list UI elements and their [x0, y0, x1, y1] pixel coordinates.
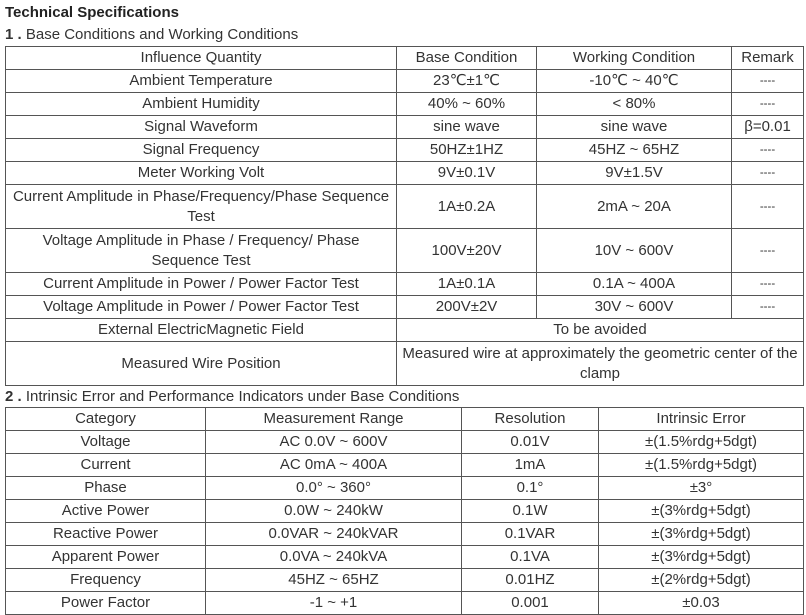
table-cell: Voltage — [6, 431, 206, 454]
table-cell: External ElectricMagnetic Field — [6, 319, 397, 342]
table-cell: ---- — [732, 139, 804, 162]
table-cell: AC 0.0V ~ 600V — [206, 431, 462, 454]
table-cell: -1 ~ +1 — [206, 592, 462, 615]
table-cell: Current — [6, 454, 206, 477]
table-row — [6, 229, 804, 273]
table-cell: Ambient Humidity — [6, 93, 397, 116]
table-cell: β=0.01 — [732, 116, 804, 139]
table-cell: 0.0VAR ~ 240kVAR — [206, 523, 462, 546]
table-cell: 0.0W ~ 240kW — [206, 500, 462, 523]
table-row — [6, 70, 804, 93]
table-row — [6, 569, 804, 592]
table-row — [6, 116, 804, 139]
table-cell: 40% ~ 60% — [397, 93, 537, 116]
table-cell: Signal Waveform — [6, 116, 397, 139]
table-cell: Power Factor — [6, 592, 206, 615]
table-row — [6, 477, 804, 500]
table-cell: ±(1.5%rdg+5dgt) — [599, 454, 804, 477]
table-cell: 45HZ ~ 65HZ — [537, 139, 732, 162]
table-cell: Voltage Amplitude in Power / Power Factor Test — [6, 296, 397, 319]
header-cell: Measurement Range — [206, 408, 462, 431]
table-cell: 30V ~ 600V — [537, 296, 732, 319]
section-2-number: 2 . — [5, 388, 22, 405]
table-row — [6, 139, 804, 162]
table-row — [6, 342, 804, 386]
table-cell: ±0.03 — [599, 592, 804, 615]
header-cell: Intrinsic Error — [599, 408, 804, 431]
table-row — [6, 500, 804, 523]
table-cell: Current Amplitude in Power / Power Factor Test — [6, 273, 397, 296]
table-cell: Signal Frequency — [6, 139, 397, 162]
table-cell: 0.1VAR — [462, 523, 599, 546]
table-cell: 0.1° — [462, 477, 599, 500]
table-row — [6, 546, 804, 569]
section-2-title: Intrinsic Error and Performance Indicators under Base Conditions — [25, 388, 460, 405]
section-2-heading — [5, 388, 459, 406]
table-cell: ---- — [732, 229, 804, 273]
table-row — [6, 523, 804, 546]
table-cell: Current Amplitude in Phase/Frequency/Phase Sequence Test — [6, 185, 397, 229]
table-cell: 45HZ ~ 65HZ — [206, 569, 462, 592]
table-cell: ---- — [732, 93, 804, 116]
table-cell: 0.0° ~ 360° — [206, 477, 462, 500]
header-cell: Working Condition — [537, 47, 732, 70]
table-cell: ---- — [732, 162, 804, 185]
table-cell: 9V±0.1V — [397, 162, 537, 185]
table-cell: ±(3%rdg+5dgt) — [599, 500, 804, 523]
table-cell: Measured wire at approximately the geometric center of the clamp — [397, 342, 804, 386]
table-cell: 9V±1.5V — [537, 162, 732, 185]
base-conditions-table — [5, 46, 804, 386]
table-cell: Phase — [6, 477, 206, 500]
table-cell: Measured Wire Position — [6, 342, 397, 386]
table-row — [6, 319, 804, 342]
section-1-heading — [5, 26, 298, 44]
table-row — [6, 431, 804, 454]
table-cell: 100V±20V — [397, 229, 537, 273]
table-cell: ---- — [732, 296, 804, 319]
table-cell: sine wave — [537, 116, 732, 139]
table-cell: 0.1W — [462, 500, 599, 523]
header-cell: Base Condition — [397, 47, 537, 70]
table-cell: Reactive Power — [6, 523, 206, 546]
table-cell: 2mA ~ 20A — [537, 185, 732, 229]
header-cell: Influence Quantity — [6, 47, 397, 70]
table-cell: 1A±0.2A — [397, 185, 537, 229]
table-cell: 1mA — [462, 454, 599, 477]
table-header-row — [6, 47, 804, 70]
table-cell: ±(2%rdg+5dgt) — [599, 569, 804, 592]
table-cell: ±(3%rdg+5dgt) — [599, 546, 804, 569]
table-cell: ---- — [732, 273, 804, 296]
table-cell: 0.1VA — [462, 546, 599, 569]
table-row — [6, 162, 804, 185]
table-cell: Active Power — [6, 500, 206, 523]
table-cell: 0.0VA ~ 240kVA — [206, 546, 462, 569]
table-cell: ---- — [732, 185, 804, 229]
table-header-row — [6, 408, 804, 431]
table-cell: ---- — [732, 70, 804, 93]
table-cell: Frequency — [6, 569, 206, 592]
table-row — [6, 296, 804, 319]
header-cell: Category — [6, 408, 206, 431]
table-cell: AC 0mA ~ 400A — [206, 454, 462, 477]
table-row — [6, 93, 804, 116]
intrinsic-error-table — [5, 407, 804, 615]
table-cell: 1A±0.1A — [397, 273, 537, 296]
table-row — [6, 273, 804, 296]
page-title: Technical Specifications — [5, 4, 179, 21]
table-cell: 0.01HZ — [462, 569, 599, 592]
table-cell: Apparent Power — [6, 546, 206, 569]
table-cell: 200V±2V — [397, 296, 537, 319]
section-1-number: 1 . — [5, 26, 22, 43]
table-cell: < 80% — [537, 93, 732, 116]
table-row — [6, 454, 804, 477]
header-cell: Resolution — [462, 408, 599, 431]
table-cell: Meter Working Volt — [6, 162, 397, 185]
header-cell: Remark — [732, 47, 804, 70]
table-cell: ±(1.5%rdg+5dgt) — [599, 431, 804, 454]
table-row — [6, 185, 804, 229]
table-cell: Voltage Amplitude in Phase / Frequency/ Phase Sequence Test — [6, 229, 397, 273]
table-cell: Ambient Temperature — [6, 70, 397, 93]
table-row — [6, 592, 804, 615]
table-cell: 10V ~ 600V — [537, 229, 732, 273]
table-cell: ±3° — [599, 477, 804, 500]
table-cell: 0.01V — [462, 431, 599, 454]
table-cell: -10℃ ~ 40℃ — [537, 70, 732, 93]
table-cell: ±(3%rdg+5dgt) — [599, 523, 804, 546]
table-cell: To be avoided — [397, 319, 804, 342]
table-cell: 23℃±1℃ — [397, 70, 537, 93]
table-cell: 0.001 — [462, 592, 599, 615]
table-cell: 0.1A ~ 400A — [537, 273, 732, 296]
section-1-title: Base Conditions and Working Conditions — [25, 26, 299, 43]
table-cell: 50HZ±1HZ — [397, 139, 537, 162]
table-cell: sine wave — [397, 116, 537, 139]
